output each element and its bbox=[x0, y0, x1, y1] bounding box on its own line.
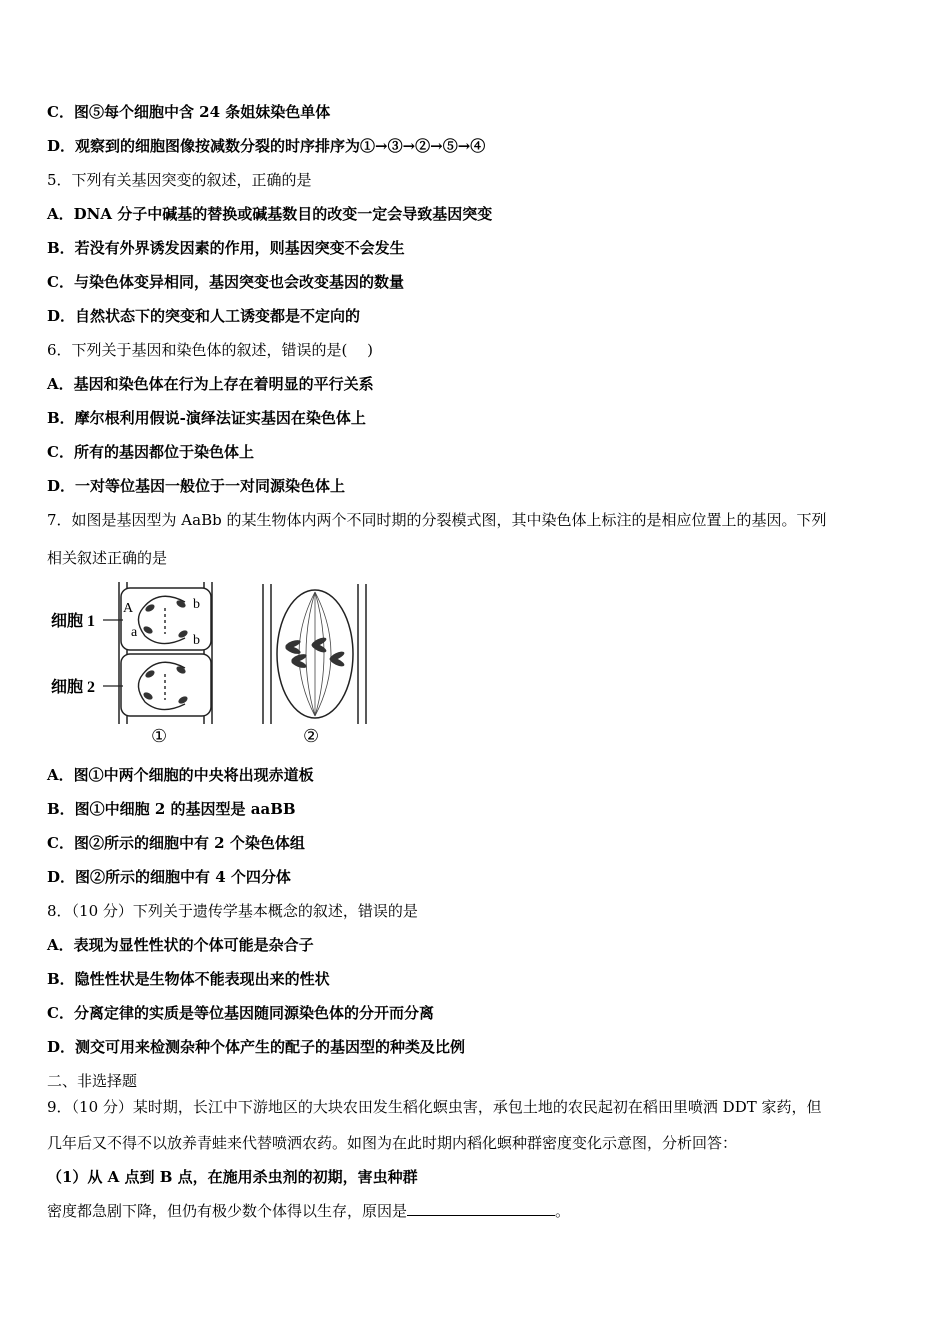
q7-stem-line1: 7．如图是基因型为 AaBb 的某生物体内两个不同时期的分裂模式图，其中染色体上标注的是相应位置上的基因。下列 bbox=[47, 511, 827, 529]
q7-option-d: D．图②所示的细胞中有 4 个四分体 bbox=[47, 868, 291, 886]
q9-part1-period: 。 bbox=[555, 1202, 571, 1220]
panel-2-label: ② bbox=[303, 726, 320, 747]
q9-part1: （1）从 A 点到 B 点，在施用杀虫剂的初期，害虫种群 bbox=[47, 1168, 418, 1186]
q9-stem-line2: 几年后又不得不以放养青蛙来代替喷洒农药。如图为在此时期内稻化螟种群密度变化示意图，分析回答： bbox=[47, 1134, 738, 1152]
q8-stem: 8．（10 分）下列关于遗传学基本概念的叙述，错误的是 bbox=[47, 902, 418, 920]
q6-option-b: B．摩尔根利用假说-演绎法证实基因在染色体上 bbox=[47, 409, 366, 427]
q9-part1-continuation bbox=[47, 1201, 570, 1221]
cell-division-figure bbox=[47, 578, 377, 748]
q6-option-c: C．所有的基因都位于染色体上 bbox=[47, 443, 254, 461]
gene-label-A: A bbox=[123, 601, 134, 616]
q5-option-c: C．与染色体变异相同，基因突变也会改变基因的数量 bbox=[47, 273, 404, 291]
gene-label-b-upper: b bbox=[193, 597, 200, 612]
q8-option-a: A．表现为显性性状的个体可能是杂合子 bbox=[47, 936, 314, 954]
q8-option-d: D．测交可用来检测杂种个体产生的配子的基因型的种类及比例 bbox=[47, 1038, 466, 1056]
q5-option-b: B．若没有外界诱发因素的作用，则基因突变不会发生 bbox=[47, 239, 405, 257]
section-heading: 二、非选择题 bbox=[47, 1072, 138, 1090]
q8-option-c: C．分离定律的实质是等位基因随同源染色体的分开而分离 bbox=[47, 1004, 434, 1022]
cell-2-label: 细胞 2 bbox=[51, 679, 96, 696]
q5-option-d: D．自然状态下的突变和人工诱变都是不定向的 bbox=[47, 307, 361, 325]
q6-option-a: A．基因和染色体在行为上存在着明显的平行关系 bbox=[47, 375, 374, 393]
q9-stem-line1: 9．（10 分）某时期，长江中下游地区的大块农田发生稻化螟虫害，承包土地的农民起初在稻田里喷洒 DDT 家药，但 bbox=[47, 1098, 822, 1116]
q9-part1-text: 密度都急剧下降，但仍有极少数个体得以生存，原因是 bbox=[47, 1202, 408, 1220]
q4-option-d: D．观察到的细胞图像按减数分裂的时序排序为①→③→②→⑤→④ bbox=[47, 137, 486, 155]
q4-option-c: C．图⑤每个细胞中含 24 条姐妹染色单体 bbox=[47, 103, 331, 121]
q7-stem-line2: 相关叙述正确的是 bbox=[47, 549, 168, 567]
q6-option-d: D．一对等位基因一般位于一对同源染色体上 bbox=[47, 477, 346, 495]
cell-1-label: 细胞 1 bbox=[51, 613, 96, 630]
panel-1-label: ① bbox=[151, 726, 168, 747]
q7-option-c: C．图②所示的细胞中有 2 个染色体组 bbox=[47, 834, 305, 852]
cell-2-outline bbox=[121, 654, 211, 716]
q8-option-b: B．隐性性状是生物体不能表现出来的性状 bbox=[47, 970, 330, 988]
q7-option-a: A．图①中两个细胞的中央将出现赤道板 bbox=[47, 766, 314, 784]
gene-label-a: a bbox=[131, 625, 138, 640]
answer-blank[interactable] bbox=[407, 1201, 555, 1216]
gene-label-b-lower: b bbox=[193, 633, 200, 648]
q6-stem: 6．下列关于基因和染色体的叙述，错误的是( ) bbox=[47, 341, 374, 359]
q5-stem: 5．下列有关基因突变的叙述，正确的是 bbox=[47, 171, 312, 189]
q5-option-a: A．DNA 分子中碱基的替换或碱基数目的改变一定会导致基因突变 bbox=[47, 205, 493, 223]
q7-option-b: B．图①中细胞 2 的基因型是 aaBB bbox=[47, 800, 296, 818]
